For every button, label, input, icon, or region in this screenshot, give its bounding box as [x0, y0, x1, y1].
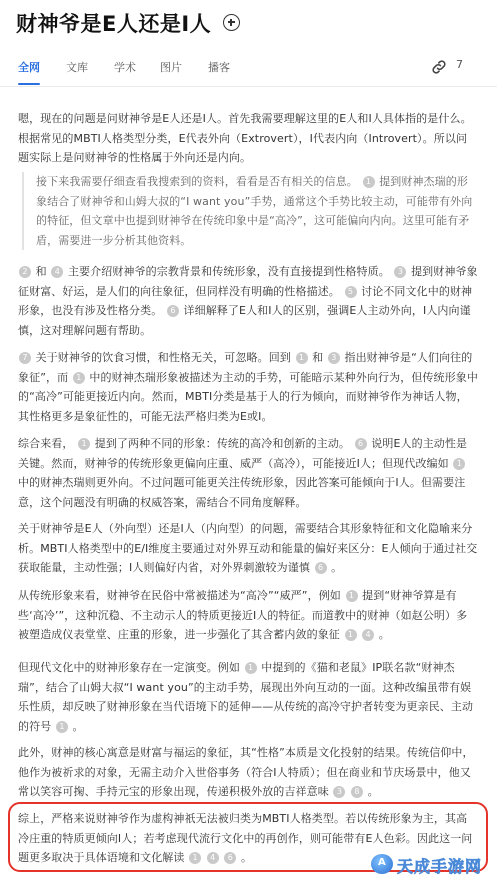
- citation-badge[interactable]: 2: [19, 266, 31, 278]
- tab-podcast[interactable]: 播客: [208, 61, 230, 74]
- answer-paragraph-1: 嗯，现在的问题是问财神爷是E人还是I人。首先我需要理解这里的E人和I人具体指的是什么。根据常见的MBTI人格类型分类，E代表外向（Extrovert），I代表内向（Introvert）。所以问题实际上是问财神爷的性格属于外向还是内向。: [18, 112, 472, 164]
- citation-badge[interactable]: 1: [73, 372, 85, 384]
- answer-paragraph-6: 从传统形象来看，财神爷在民俗中常被描述为“高冷”“威严”，例如 1 提到“财神爷算是有些‘高冷’”，这种沉稳、不主动示人的特质更接近I人的特征。而道教中的财神（如赵公明）多被塑造成仪表堂堂、庄重的形象，进一步强化了其含蓄内敛的象征 1 4 。: [18, 589, 468, 641]
- citation-badge[interactable]: 1: [189, 852, 201, 864]
- answer-paragraph-2: 2 和 4 主要介绍财神爷的宗教背景和传统形象，没有直接提到性格特质。 3 提到财神爷象征财富、好运，是人们的向往象征，但同样没有明确的性格描述。 5 讨论不同文化中的财神形象，也没有涉及性格分类。 6 详细解释了E人和I人的区别，强调E人主动外向，I人内向谨慎，这对理解问题有帮助。: [18, 265, 478, 337]
- link-icon[interactable]: [431, 59, 447, 75]
- citation-badge[interactable]: 6: [167, 305, 179, 317]
- reference-count[interactable]: 7: [456, 58, 463, 71]
- citation-badge[interactable]: 1: [245, 662, 257, 674]
- add-icon[interactable]: [223, 14, 240, 31]
- citation-badge[interactable]: 1: [363, 176, 375, 188]
- citation-badge[interactable]: 1: [345, 629, 357, 641]
- tab-library[interactable]: 文库: [66, 61, 88, 74]
- citation-badge[interactable]: 4: [51, 266, 63, 278]
- citation-badge[interactable]: 3: [328, 352, 340, 364]
- thinking-quote: 接下来我需要仔细查看我搜索到的资料，看看是否有相关的信息。 1 提到财神杰瑞的形象结合了财神爷和山姆大叔的“I want you”手势，通常这个手势比较主动，可能带有外向的特征，但文章中也提到财神爷在传统印象中是“高冷”，这可能偏向内向。这里可能有矛盾，需要进一步分析其他资料。: [22, 172, 474, 250]
- page-header: [0, 0, 497, 46]
- citation-badge[interactable]: 8: [351, 786, 363, 798]
- citation-badge[interactable]: 1: [296, 352, 308, 364]
- citation-badge[interactable]: 3: [333, 786, 345, 798]
- page-title: 财神爷是E人还是I人: [16, 12, 212, 36]
- tab-images[interactable]: 图片: [160, 61, 182, 74]
- citation-badge[interactable]: 6: [355, 438, 367, 450]
- answer-paragraph-8: 此外，财神的核心寓意是财富与福运的象征，其“性格”本质是文化投射的结果。传统信仰中，他作为被祈求的对象，无需主动介入世俗事务（符合I人特质）；但在商业和节庆场景中，他又常以笑容可掬、手持元宝的形象出现，传递积极外放的吉祥意味 3 8 。: [18, 746, 474, 798]
- citation-badge[interactable]: 1: [346, 590, 358, 602]
- citation-badge[interactable]: 4: [362, 629, 374, 641]
- tab-all[interactable]: 全网: [18, 61, 40, 74]
- citation-badge[interactable]: 5: [345, 286, 357, 298]
- answer-conclusion: 综上，严格来说财神爷作为虚构神祇无法被归类为MBTI人格类型。若以传统形象为主，其高冷庄重的特质更倾向I人；若考虑现代流行文化中的再创作，则可能带有E人色彩。因此这一问题更多取决于具体语境和文化解读 1 4 6 。: [18, 812, 473, 864]
- citation-badge[interactable]: 1: [56, 721, 68, 733]
- citation-badge[interactable]: 6: [315, 562, 327, 574]
- citation-badge[interactable]: 4: [207, 852, 219, 864]
- answer-paragraph-5: 关于财神爷是E人（外向型）还是I人（内向型）的问题，需要结合其形象特征和文化隐喻来分析。MBTI人格类型中的E/I维度主要通过对外界互动和能量的偏好来区分：E人倾向于通过社交获取能量，主动性强；I人则偏好内省，对外界刺激较为谨慎 6 。: [18, 522, 478, 574]
- tab-academic[interactable]: 学术: [114, 61, 136, 74]
- header-divider: [0, 86, 497, 87]
- citation-badge[interactable]: 1: [78, 438, 90, 450]
- watermark-logo-icon: A: [371, 854, 393, 874]
- watermark-text: 天成手游网: [397, 857, 483, 876]
- answer-paragraph-7: 但现代文化中的财神形象存在一定演变。例如 1 中提到的《猫和老鼠》IP联名款“财神杰瑞”，结合了山姆大叔“I want you”的主动手势，展现出外向互动的一面。这种改编虽带有娱乐性质，却反映了财神形象在当代语境下的延伸——从传统的高冷守护者转变为更亲民、主动的符号 1 。: [18, 661, 474, 733]
- citation-badge[interactable]: 7: [19, 352, 31, 364]
- site-watermark: [371, 853, 493, 875]
- answer-paragraph-4: 综合来看， 1 提到了两种不同的形象：传统的高冷和创新的主动。 6 说明E人的主动性是关键。然而，财神爷的传统形象更偏向庄重、威严（高冷），可能接近I人；但现代改编如 1 中的财神杰瑞则更外向。不过问题可能更关注传统形象，因此答案可能倾向于I人。但需要注意，这个问题没有明确的权威答案，需结合不同角度解释。: [18, 437, 468, 509]
- answer-paragraph-3: 7 关于财神爷的饮食习惯，和性格无关，可忽略。回到 1 和 3 指出财神爷是“人们向往的象征”，而 1 中的财神杰瑞形象被描述为主动的手势，可能暗示某种外向行为，但传统形象中的“高冷”可能更接近内向。然而，MBTI分类是基于人的行为倾向，而财神爷作为神话人物，其性格更多是象征性的，可能无法严格归类为E或I。: [18, 351, 478, 423]
- citation-badge[interactable]: 6: [224, 852, 236, 864]
- citation-badge[interactable]: 1: [453, 458, 465, 470]
- source-tabs: [0, 56, 497, 86]
- citation-badge[interactable]: 3: [394, 266, 406, 278]
- active-tab-indicator: [18, 83, 40, 85]
